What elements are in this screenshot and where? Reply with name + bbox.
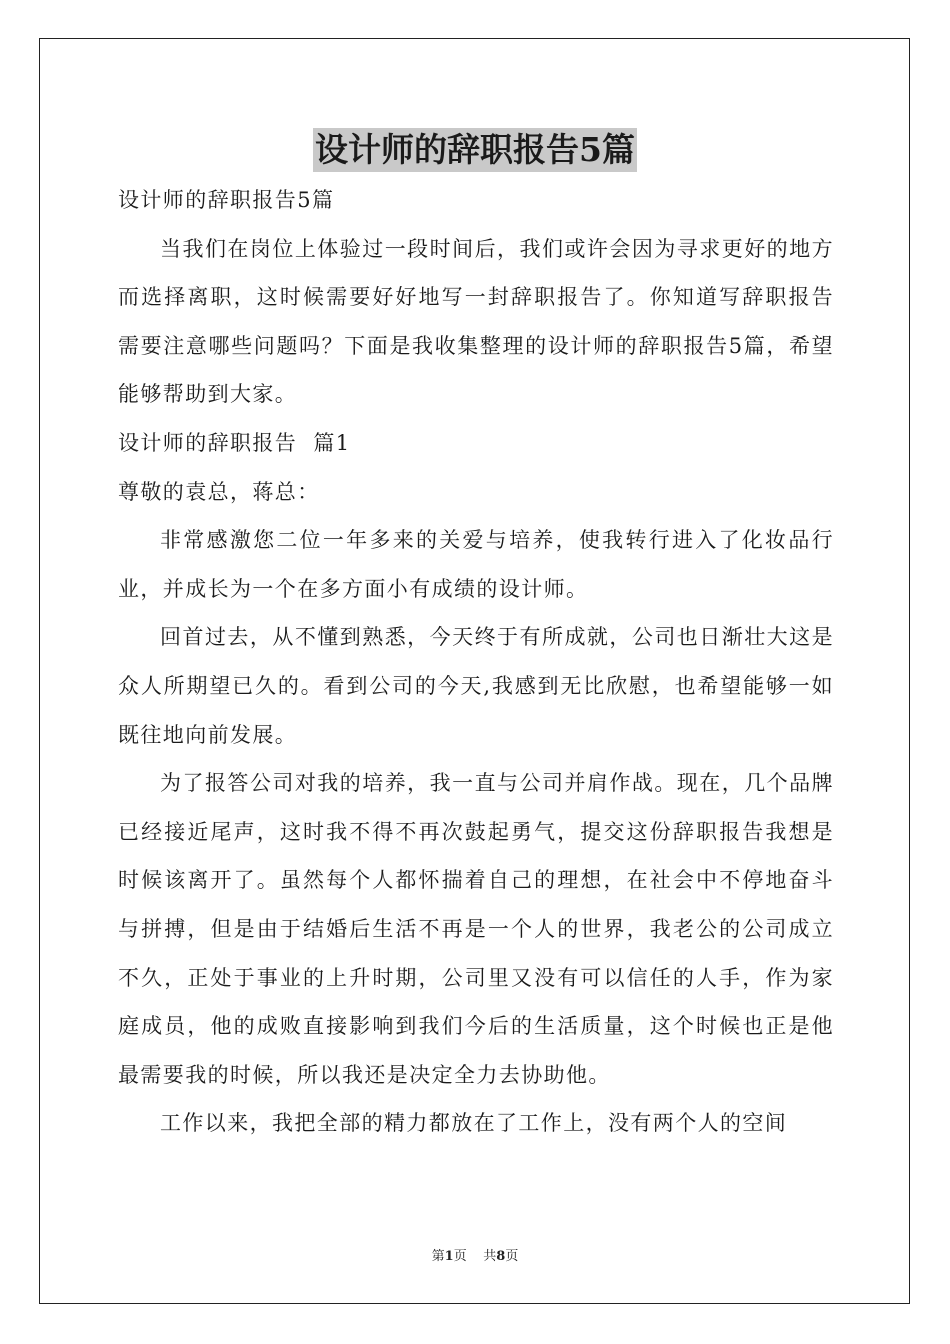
title-container <box>0 128 950 172</box>
page-suffix: 页 <box>453 1249 467 1264</box>
body-paragraph-2: 回首过去，从不懂到熟悉，今天终于有所成就，公司也日渐壮大这是众人所期望已久的。看到公司的今天,我感到无比欣慰，也希望能够一如既往地向前发展。 <box>118 625 834 747</box>
document-body <box>118 176 834 1148</box>
document-subtitle: 设计师的辞职报告5篇 <box>118 188 335 212</box>
total-prefix: 共 <box>483 1249 497 1264</box>
page-number: 1 <box>444 1249 454 1264</box>
body-paragraph-4: 工作以来，我把全部的精力都放在了工作上，没有两个人的空间 <box>160 1111 788 1136</box>
body-paragraph-3: 为了报答公司对我的培养，我一直与公司并肩作战。现在，几个品牌已经接近尾声，这时我不得不再次鼓起勇气，提交这份辞职报告我想是时候该离开了。虽然每个人都怀揣着自己的理想，在社会中不停地奋斗与拼搏，但是由于结婚后生活不再是一个人的世界，我老公的公司成立不久，正处于事业的上升时期，公司里又没有可以信任的人手，作为家庭成员，他的成败直接影响到我们今后的生活质量，这个时候也正是他最需要我的时候，所以我还是决定全力去协助他。 <box>118 771 834 1087</box>
page-footer <box>0 1245 950 1264</box>
total-pages: 8 <box>496 1249 506 1264</box>
salutation: 尊敬的袁总，蒋总： <box>118 479 320 504</box>
document-title: 设计师的辞职报告5篇 <box>313 128 637 172</box>
total-suffix: 页 <box>505 1249 519 1264</box>
page-prefix: 第 <box>431 1249 445 1264</box>
body-paragraph-1: 非常感激您二位一年多来的关爱与培养，使我转行进入了化妆品行业，并成长为一个在多方面小有成绩的设计师。 <box>118 528 834 601</box>
intro-paragraph: 当我们在岗位上体验过一段时间后，我们或许会因为寻求更好的地方而选择离职，这时候需要好好地写一封辞职报告了。你知道写辞职报告需要注意哪些问题吗？下面是我收集整理的设计师的辞职报告5篇，希望能够帮助到大家。 <box>118 236 834 407</box>
section-heading: 设计师的辞职报告 篇1 <box>118 430 351 455</box>
